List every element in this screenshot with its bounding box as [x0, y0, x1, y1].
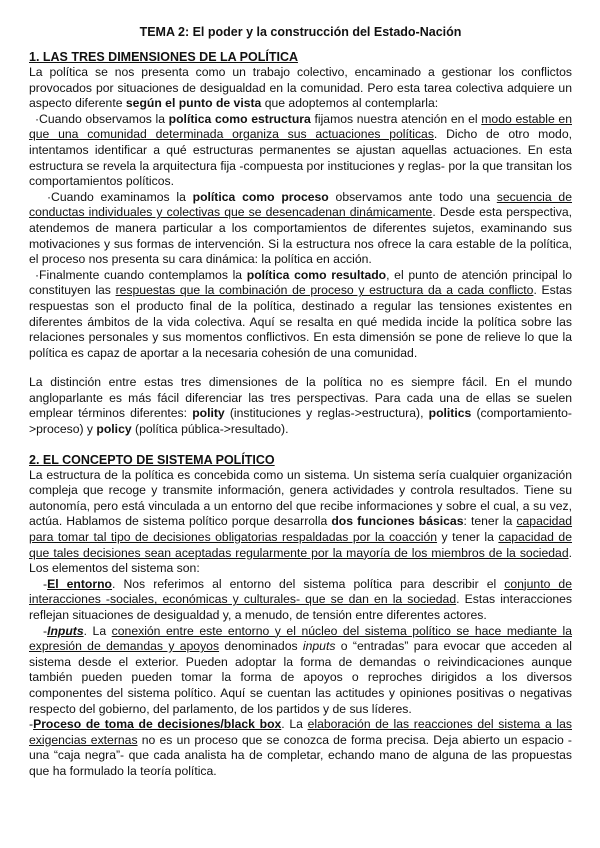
text-span: observamos ante todo una: [328, 189, 497, 204]
spacer: [29, 438, 572, 453]
underlined-phrase: respuestas que la combinación de proceso y estructura da a cada conflicto: [115, 283, 534, 298]
document-title: TEMA 2: El poder y la construcción del Estado-Nación: [139, 25, 462, 39]
text-span: La estructura de la política es concebida como un sistema. Un sistema sería cualquier organización compleja que recoge y transmite información, genera actividades y controla resultados. Tiene su autonomía, pero está vinculada a un entorno del que recibe informaciones y sobre el cual, a su vez, actúa. Hablamos de sistema político porque desarrolla: [29, 467, 572, 529]
text-span: -: [43, 576, 48, 591]
document-page: [29, 25, 572, 780]
text-span: . Nos referimos al entorno del sistema política para describir el: [112, 576, 505, 591]
bold-underlined-term: El entorno: [47, 576, 113, 591]
text-span: . Estas respuestas son el producto final de la política, destinado a regular las tensiones existentes en diferentes ámbitos de la vida colectiva. Aquí se resalta en qué medida incide la política sobre las relaciones personales y sus momentos conflictivos. En esta dimensión se pone de relieve lo que la política es capaz de aportar a la necesaria cohesión de una comunidad.: [29, 283, 572, 360]
text-span: ·Cuando examinamos la: [47, 189, 193, 204]
text-span: denominados: [219, 639, 303, 654]
bold-term: politics: [428, 406, 472, 421]
bold-underlined-term: Inputs: [47, 623, 84, 638]
underlined-phrase: capacidad de que tales decisiones sean aceptadas regularmente por la mayoría de los miembros de la sociedad: [29, 530, 572, 560]
dimension-structure-paragraph: [29, 112, 572, 190]
bold-term: política como resultado: [246, 267, 387, 282]
environment-paragraph: [29, 577, 572, 624]
text-span: o “entradas” para evocar que acceden al sistema desde el exterior. Pueden adoptar la forma de demandas o reivindicaciones aunque también pueden pueden tomar la forma de apoyos o reproches dirigidos a los diversos componentes del sistema político. Aquí se cuentan las actitudes y opiniones positivas o negativas respecto del gobierno, del parlamento, de los partidos y de sus líderes.: [29, 639, 572, 716]
system-intro-paragraph: [29, 468, 572, 577]
text-span: y tener la: [437, 530, 499, 545]
text-span: . La: [281, 717, 308, 732]
text-span: (política pública->resultado).: [131, 422, 289, 437]
bold-term: polity: [192, 406, 225, 421]
section-2-heading: 2. EL CONCEPTO DE SISTEMA POLÍTICO: [29, 452, 275, 467]
text-span: . Los elementos del sistema son:: [29, 545, 572, 576]
underlined-phrase: conjunto de interacciones -sociales, económicas y culturales- que se dan en la sociedad: [29, 576, 572, 607]
underlined-phrase: capacidad para tomar tal tipo de decisiones obligatorias respaldadas por la coacción: [29, 514, 573, 545]
text-span: -: [29, 717, 34, 732]
text-span: . La: [83, 623, 112, 638]
italic-term: inputs: [302, 639, 336, 654]
bold-term: según el punto de vista: [125, 96, 262, 111]
bold-term: dos funciones básicas: [331, 514, 464, 529]
text-span: ·Finalmente cuando contemplamos la: [35, 267, 247, 282]
bold-term: política como estructura: [168, 111, 311, 126]
underlined-phrase: secuencia de conductas individuales y colectivas que se desencadenan dinámicamente: [29, 189, 572, 220]
dimension-process-paragraph: [29, 190, 572, 268]
text-span: (comportamiento->proceso) y: [29, 406, 572, 437]
inputs-paragraph: [29, 624, 572, 718]
text-span: que adoptemos al contemplarla:: [261, 96, 439, 111]
text-span: -: [43, 623, 48, 638]
text-span: . Desde esta perspectiva, atendemos de manera particular a los comportamientos de diferentes sujetos, examinando sus motivaciones y sus formas de intervención. Si la estructura nos ofrece la cara estable de la política, el proceso nos presenta su cara dinámica: la política en acción.: [29, 205, 572, 267]
underlined-phrase: modo estable en que una comunidad determinada organiza sus actuaciones políticas: [29, 111, 572, 142]
text-span: fijamos nuestra atención en el: [310, 111, 482, 126]
text-span: . Estas interacciones reflejan situaciones de desigualdad y, a menudo, de tensión entre diferentes actores.: [29, 592, 573, 622]
spacer: [29, 361, 572, 375]
text-span: ·Cuando observamos la: [35, 111, 169, 126]
dimension-result-paragraph: [29, 268, 572, 362]
text-span: La distinción entre estas tres dimensiones de la política no es siempre fácil. En el mundo angloparlante es más fácil diferenciar las tres perspectivas. Para cada una de ellas se suelen emplear términos diferentes:: [29, 375, 572, 421]
text-span: (instituciones y reglas->estructura),: [224, 406, 429, 421]
text-span: no es un proceso que se conozca de forma precisa. Deja abierto un espacio -una “caja negra”- que cada analista ha de completar, echando mano de alguna de las propuestas que ha formulado la teoría política.: [29, 732, 572, 778]
distinction-paragraph: [29, 375, 572, 437]
section-1-intro: [29, 65, 572, 112]
underlined-phrase: elaboración de las reacciones del sistema a las exigencias externas: [29, 717, 572, 747]
bold-underlined-term: Proceso de toma de decisiones/black box: [33, 717, 282, 732]
bold-term: policy: [96, 422, 132, 437]
section-1-heading: 1. LAS TRES DIMENSIONES DE LA POLÍTICA: [29, 50, 299, 64]
underlined-phrase: conexión entre este entorno y el núcleo del sistema político se hace mediante la expresión de demandas y apoyos: [29, 623, 572, 654]
bold-term: política como proceso: [192, 189, 329, 204]
black-box-paragraph: [29, 717, 572, 779]
text-span: . Dicho de otro modo, intentamos identificar a qué estructuras permanentes se ajustan aquellas actuaciones. En esta estructura se revela la arquitectura fija -compuesta por instituciones y reglas- por la que transitan los comportamientos políticos.: [29, 127, 572, 189]
text-span: La política se nos presenta como un trabajo colectivo, encaminado a gestionar los conflictos provocados por situaciones de desigualdad en la comunidad. Pero esta tarea colectiva adquiere un aspecto diferente: [29, 65, 572, 111]
text-span: : tener la: [463, 514, 517, 529]
text-span: , el punto de atención principal lo constituyen las: [29, 267, 572, 298]
